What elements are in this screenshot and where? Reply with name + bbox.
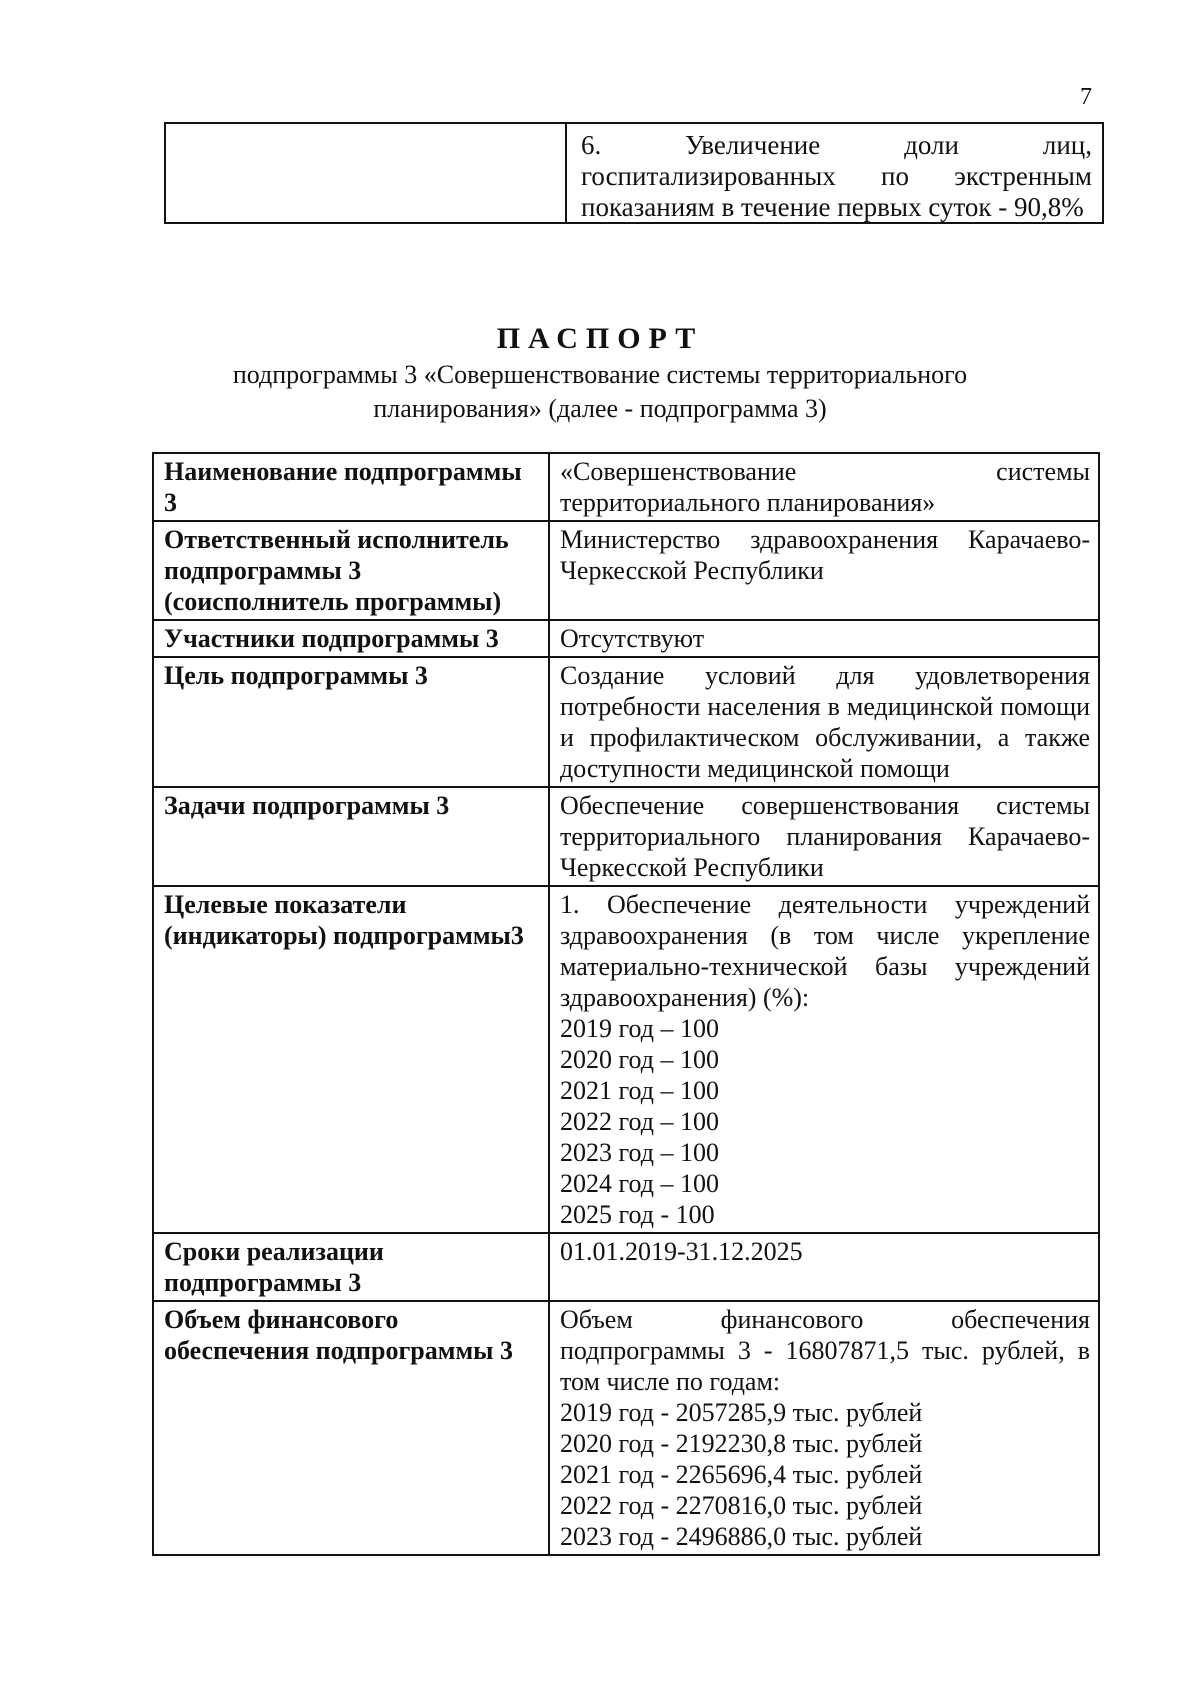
funding-year-line: 2022 год - 2270816,0 тыс. рублей — [560, 1491, 923, 1520]
document-subtitle — [0, 358, 1200, 426]
continuation-table-indicator-cell: 6. Увеличение доли лиц, госпитализированных по экстренным показаниям в течение первых суток - 90,8% — [581, 130, 1092, 222]
indicator-year-line: 2021 год – 100 — [560, 1076, 719, 1105]
row-value: Отсутствуют — [549, 620, 1099, 657]
continuation-table-empty-cell — [166, 124, 567, 222]
row-label: Наименование подпрограммы 3 — [153, 453, 549, 521]
passport-table — [152, 452, 1100, 1556]
passport-row-tasks — [153, 787, 1099, 886]
passport-row-terms — [153, 1233, 1099, 1301]
funding-text: Объем финансового обеспечения подпрограммы 3 - 16807871,5 тыс. рублей, в том числе по годам: — [560, 1305, 1090, 1396]
passport-row-goal — [153, 657, 1099, 787]
passport-row-executor — [153, 521, 1099, 620]
row-label: Целевые показатели (индикаторы) подпрограммы3 — [153, 886, 549, 1233]
row-label: Задачи подпрограммы 3 — [153, 787, 549, 886]
row-label: Цель подпрограммы 3 — [153, 657, 549, 787]
funding-year-line: 2021 год - 2265696,4 тыс. рублей — [560, 1460, 923, 1489]
row-value: Создание условий для удовлетворения потребности населения в медицинской помощи и профилактическом обслуживании, а также доступности медицинской помощи — [549, 657, 1099, 787]
row-value — [549, 886, 1099, 1233]
funding-year-line: 2023 год - 2496886,0 тыс. рублей — [560, 1522, 923, 1551]
continuation-table — [164, 122, 1104, 224]
row-value: 01.01.2019-31.12.2025 — [549, 1233, 1099, 1301]
page-number: 7 — [1080, 84, 1092, 110]
passport-row-participants — [153, 620, 1099, 657]
indicator-year-line: 2020 год – 100 — [560, 1045, 719, 1074]
row-label: Объем финансового обеспечения подпрограммы 3 — [153, 1301, 549, 1555]
row-value: Обеспечение совершенствования системы территориального планирования Карачаево-Черкесской Республики — [549, 787, 1099, 886]
subtitle-line-1: подпрограммы 3 «Совершенствование системы территориального — [232, 360, 968, 389]
subtitle-line-2: планирования» (далее - подпрограмма 3) — [373, 394, 827, 423]
passport-row-name — [153, 453, 1099, 521]
indicator-year-line: 2022 год – 100 — [560, 1107, 719, 1136]
indicator-year-line: 2024 год – 100 — [560, 1169, 719, 1198]
document-title: ПАСПОРТ — [496, 322, 704, 355]
row-value: Министерство здравоохранения Карачаево-Черкесской Республики — [549, 521, 1099, 620]
row-label: Участники подпрограммы 3 — [153, 620, 549, 657]
indicator-text: 1. Обеспечение деятельности учреждений здравоохранения (в том числе укрепление материально-технической базы учреждений здравоохранения) (%): — [560, 890, 1090, 1012]
indicator-year-line: 2019 год – 100 — [560, 1014, 719, 1043]
funding-year-line: 2019 год - 2057285,9 тыс. рублей — [560, 1398, 923, 1427]
passport-row-funding — [153, 1301, 1099, 1555]
passport-row-indicators — [153, 886, 1099, 1233]
funding-year-line: 2020 год - 2192230,8 тыс. рублей — [560, 1429, 923, 1458]
indicator-year-line: 2025 год - 100 — [560, 1200, 715, 1229]
row-value: «Совершенствование системы территориального планирования» — [549, 453, 1099, 521]
indicator-year-line: 2023 год – 100 — [560, 1138, 719, 1167]
row-label: Сроки реализации подпрограммы 3 — [153, 1233, 549, 1301]
row-label: Ответственный исполнитель подпрограммы 3 (соисполнитель программы) — [153, 521, 549, 620]
row-value — [549, 1301, 1099, 1555]
